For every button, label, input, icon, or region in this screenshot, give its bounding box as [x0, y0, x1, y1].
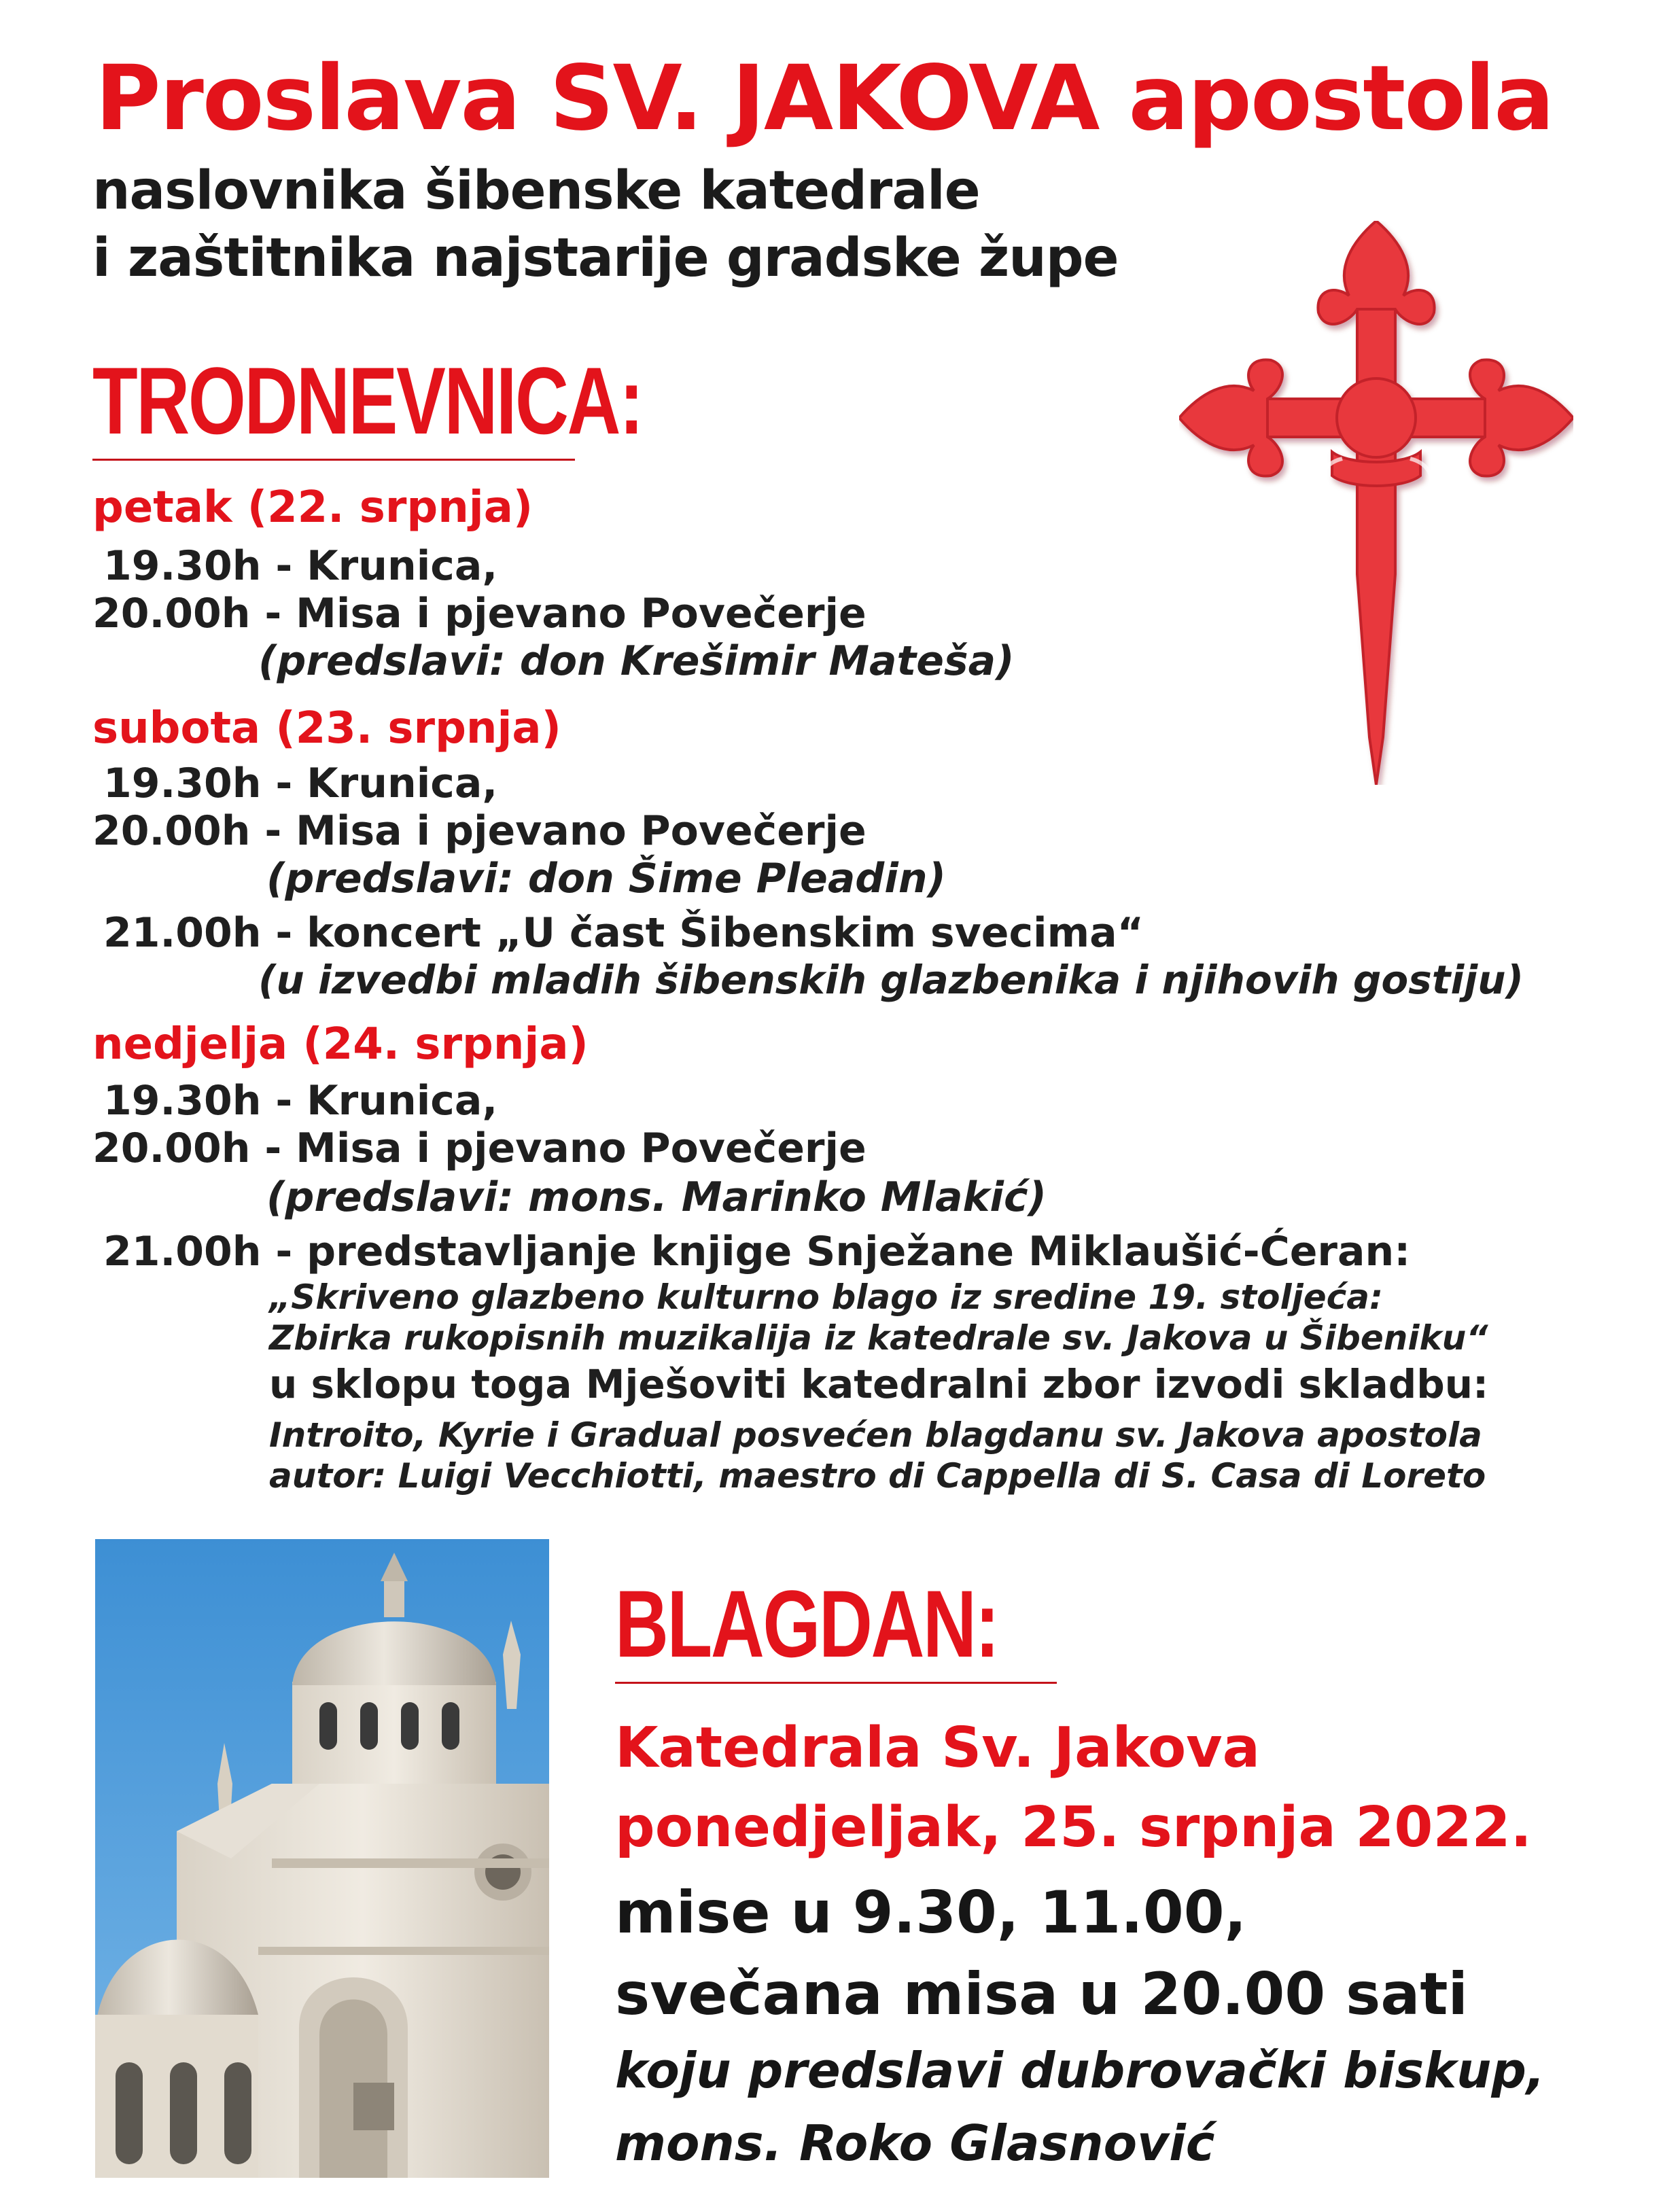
schedule-line: 19.30h - Krunica,	[103, 1077, 498, 1125]
feast-place: Katedrala Sv. Jakova	[615, 1716, 1260, 1780]
day-label-petak: petak (22. srpnja)	[92, 482, 533, 533]
composer-line: autor: Luigi Vecchiotti, maestro di Cappella di S. Casa di Loreto	[269, 1456, 1486, 1496]
celebrant-note: (predslavi: don Krešimir Mateša)	[258, 637, 1015, 685]
choir-line: u sklopu toga Mješoviti katedralni zbor izvodi skladbu:	[269, 1361, 1489, 1407]
mass-times: mise u 9.30, 11.00,	[615, 1879, 1247, 1947]
schedule-line: 20.00h - Misa i pjevano Povečerje	[92, 590, 867, 637]
schedule-line: 21.00h - predstavljanje knjige Snježane Miklaušić-Ćeran:	[103, 1228, 1411, 1275]
cross-of-saint-james-icon	[1179, 221, 1573, 785]
day-label-nedjelja: nedjelja (24. srpnja)	[92, 1019, 589, 1070]
book-title-line: Zbirka rukopisnih muzikalija iz katedrale sv. Jakova u Šibeniku“	[269, 1318, 1488, 1358]
trodnevnica-heading: TRODNEVNICA:	[92, 347, 643, 454]
composition-line: Introito, Kyrie i Gradual posvećen blagdanu sv. Jakova apostola	[269, 1415, 1482, 1455]
solemn-mass: svečana misa u 20.00 sati	[615, 1960, 1468, 2028]
trodnevnica-underline	[92, 459, 575, 461]
subtitle-line-2: i zaštitnika najstarije gradske župe	[92, 228, 1119, 289]
celebrant-note: (predslavi: don Šime Pleadin)	[266, 855, 946, 902]
schedule-line: 21.00h - koncert „U čast Šibenskim svecima“	[103, 909, 1144, 957]
blagdan-heading: BLAGDAN:	[615, 1570, 998, 1677]
schedule-line: 20.00h - Misa i pjevano Povečerje	[92, 807, 867, 855]
celebrant-line-1: koju predslavi dubrovački biskup,	[615, 2042, 1545, 2099]
celebrant-line-2: mons. Roko Glasnović	[615, 2115, 1215, 2172]
blagdan-underline	[615, 1682, 1057, 1684]
page-title: Proslava SV. JAKOVA apostola	[95, 46, 1554, 151]
book-title-line: „Skriveno glazbeno kulturno blago iz sredine 19. stoljeća:	[269, 1277, 1384, 1317]
cathedral-of-st-james-photo	[95, 1539, 549, 2178]
schedule-line: 19.30h - Krunica,	[103, 542, 498, 590]
feast-date: ponedjeljak, 25. srpnja 2022.	[615, 1795, 1532, 1860]
subtitle-line-1: naslovnika šibenske katedrale	[92, 160, 980, 222]
performer-note: (u izvedbi mladih šibenskih glazbenika i njihovih gostiju)	[258, 957, 1524, 1003]
day-label-subota: subota (23. srpnja)	[92, 703, 561, 754]
schedule-line: 20.00h - Misa i pjevano Povečerje	[92, 1125, 867, 1172]
celebrant-note: (predslavi: mons. Marinko Mlakić)	[266, 1174, 1047, 1221]
schedule-line: 19.30h - Krunica,	[103, 760, 498, 807]
